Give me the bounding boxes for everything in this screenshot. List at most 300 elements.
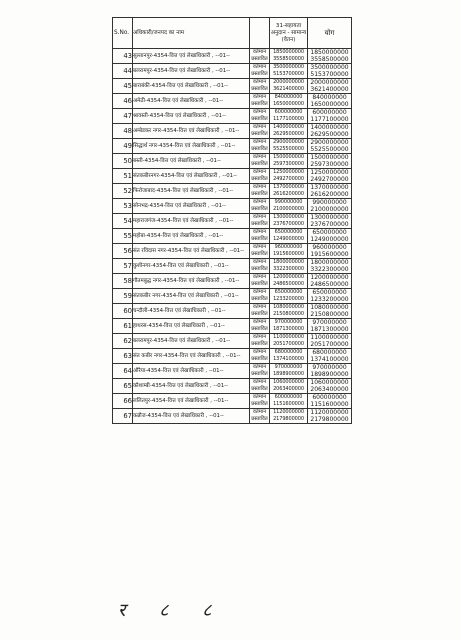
- proposed-label: प्रस्तावित: [251, 266, 268, 272]
- proposed-amount: 2486500000: [273, 281, 304, 287]
- current-label: वर्तमान: [252, 349, 267, 355]
- current-label: वर्तमान: [252, 154, 267, 160]
- proposed-amount: 5525500000: [273, 146, 304, 152]
- proposed-label: प्रस्तावित: [251, 251, 268, 257]
- table-row: [113, 394, 352, 409]
- current-amount: 1100000000: [273, 334, 304, 340]
- total-proposed: 5153700000: [310, 71, 349, 78]
- total-amounts: [308, 394, 352, 409]
- table-row: [113, 124, 352, 139]
- total-amounts: [308, 109, 352, 124]
- proposed-label: प्रस्तावित: [251, 386, 268, 392]
- table-row: [113, 214, 352, 229]
- total-proposed: 3322300000: [310, 266, 349, 273]
- proposed-label: प्रस्तावित: [251, 296, 268, 302]
- officer-name: औरैया-4354-वित्त एवं लेखाधिकारी , --01--: [133, 364, 250, 379]
- current-amount: 600000000: [274, 109, 303, 115]
- current-amount: 1120000000: [273, 409, 304, 415]
- officer-name: संत रविदास नगर-4354-वित्त एवं लेखाधिकारी , --01--: [133, 244, 250, 259]
- row-type-labels: [250, 94, 270, 109]
- current-amount: 2000000000: [273, 79, 304, 85]
- current-amount: 990000000: [274, 199, 303, 205]
- table-row: [113, 139, 352, 154]
- total-current: 1060000000: [310, 379, 349, 386]
- table-row: [113, 364, 352, 379]
- current-amount: 1080000000: [273, 304, 304, 310]
- total-amounts: [308, 274, 352, 289]
- grant-amounts: [270, 184, 308, 199]
- total-proposed: 5525500000: [310, 146, 349, 153]
- serial-number: 64: [113, 364, 133, 379]
- table-header-row: [113, 18, 352, 49]
- officer-name: संत कबीर नगर-4354-वित्त एवं लेखाधिकारी , --01--: [133, 349, 250, 364]
- total-current: 970000000: [312, 364, 347, 371]
- total-current: 3500000000: [310, 64, 349, 71]
- total-amounts: [308, 64, 352, 79]
- table-row: [113, 244, 352, 259]
- total-amounts: [308, 349, 352, 364]
- proposed-label: प्रस्तावित: [251, 191, 268, 197]
- total-current: 600000000: [312, 109, 347, 116]
- proposed-amount: 1177100000: [273, 116, 304, 122]
- serial-number: 54: [113, 214, 133, 229]
- total-amounts: [308, 244, 352, 259]
- current-amount: 1850000000: [273, 49, 304, 55]
- row-type-labels: [250, 409, 270, 424]
- proposed-label: प्रस्तावित: [251, 86, 268, 92]
- total-proposed: 2100000000: [310, 206, 349, 213]
- total-proposed: 2150800000: [310, 311, 349, 318]
- grant-amounts: [270, 229, 308, 244]
- total-current: 1300000000: [310, 214, 349, 221]
- total-amounts: [308, 304, 352, 319]
- proposed-label: प्रस्तावित: [251, 356, 268, 362]
- current-label: वर्तमान: [252, 214, 267, 220]
- grant-amounts: [270, 349, 308, 364]
- current-label: वर्तमान: [252, 379, 267, 385]
- serial-number: 52: [113, 184, 133, 199]
- current-amount: 1370000000: [273, 184, 304, 190]
- current-label: वर्तमान: [252, 394, 267, 400]
- table-row: [113, 184, 352, 199]
- officer-name: ललितपुर-4354-वित्त एवं लेखाधिकारी , --01--: [133, 394, 250, 409]
- total-amounts: [308, 169, 352, 184]
- proposed-label: प्रस्तावित: [251, 221, 268, 227]
- table-row: [113, 304, 352, 319]
- serial-number: 45: [113, 79, 133, 94]
- total-amounts: [308, 364, 352, 379]
- proposed-amount: 2063400000: [273, 386, 304, 392]
- serial-number: 56: [113, 244, 133, 259]
- proposed-amount: 2376700000: [273, 221, 304, 227]
- row-type-labels: [250, 154, 270, 169]
- table-row: [113, 229, 352, 244]
- current-label: वर्तमान: [252, 334, 267, 340]
- grant-amounts: [270, 109, 308, 124]
- officer-name: बलरामपुर-4354-वित्त एवं लेखाधिकारी , --01--: [133, 334, 250, 349]
- row-type-labels: [250, 379, 270, 394]
- table-body: [113, 49, 352, 424]
- table-row: [113, 199, 352, 214]
- total-current: 600000000: [312, 394, 347, 401]
- type-header: [250, 18, 270, 49]
- grant-amounts: [270, 79, 308, 94]
- row-type-labels: [250, 184, 270, 199]
- table-row: [113, 289, 352, 304]
- total-current: 1500000000: [310, 154, 349, 161]
- total-proposed: 1151600000: [310, 401, 349, 408]
- total-proposed: 2616200000: [310, 191, 349, 198]
- grant-amounts: [270, 49, 308, 64]
- table-row: [113, 94, 352, 109]
- proposed-label: प्रस्तावित: [251, 56, 268, 62]
- total-proposed: 1915600000: [310, 251, 349, 258]
- officer-name-header: अधिकारी/जनपद का नाम: [133, 18, 250, 49]
- row-type-labels: [250, 229, 270, 244]
- serial-number: 62: [113, 334, 133, 349]
- serial-number: 60: [113, 304, 133, 319]
- total-proposed: 2179800000: [310, 416, 349, 423]
- total-current: 840000000: [312, 94, 347, 101]
- proposed-label: प्रस्तावित: [251, 131, 268, 137]
- officer-name: फिरोजाबाद-4354-वित्त एवं लेखाधिकारी , --01--: [133, 184, 250, 199]
- current-label: वर्तमान: [252, 304, 267, 310]
- table-row: [113, 409, 352, 424]
- current-amount: 2900000000: [273, 139, 304, 145]
- officer-name: बस्ती-4354-वित्त एवं लेखाधिकारी , --01--: [133, 154, 250, 169]
- proposed-amount: 2179800000: [273, 416, 304, 422]
- current-amount: 600000000: [274, 394, 303, 400]
- current-amount: 650000000: [274, 289, 303, 295]
- total-amounts: [308, 229, 352, 244]
- grant-amounts: [270, 199, 308, 214]
- grant-amounts: [270, 274, 308, 289]
- row-type-labels: [250, 319, 270, 334]
- total-header: योग: [308, 18, 352, 49]
- serial-number: 55: [113, 229, 133, 244]
- row-type-labels: [250, 244, 270, 259]
- row-type-labels: [250, 394, 270, 409]
- total-current: 1100000000: [310, 334, 349, 341]
- row-type-labels: [250, 259, 270, 274]
- total-proposed: 1374100000: [310, 356, 349, 363]
- total-proposed: 2051700000: [310, 341, 349, 348]
- table-row: [113, 379, 352, 394]
- current-amount: 3500000000: [273, 64, 304, 70]
- officer-name: संतकबीर नगर-4354-वित्त एवं लेखाधिकारी , --01--: [133, 289, 250, 304]
- proposed-amount: 2629500000: [273, 131, 304, 137]
- grant-amounts: [270, 364, 308, 379]
- row-type-labels: [250, 49, 270, 64]
- total-amounts: [308, 199, 352, 214]
- grant-amounts: [270, 259, 308, 274]
- total-proposed: 2629500000: [310, 131, 349, 138]
- row-type-labels: [250, 334, 270, 349]
- current-amount: 970000000: [274, 364, 303, 370]
- total-proposed: 2063400000: [310, 386, 349, 393]
- table-row: [113, 334, 352, 349]
- proposed-label: प्रस्तावित: [251, 326, 268, 332]
- proposed-label: प्रस्तावित: [251, 161, 268, 167]
- current-label: वर्तमान: [252, 169, 267, 175]
- serial-number: 57: [113, 259, 133, 274]
- total-current: 1080000000: [310, 304, 349, 311]
- current-label: वर्तमान: [252, 94, 267, 100]
- proposed-amount: 1871300000: [273, 326, 304, 332]
- row-type-labels: [250, 289, 270, 304]
- proposed-amount: 1249000000: [273, 236, 304, 242]
- row-type-labels: [250, 169, 270, 184]
- current-label: वर्तमान: [252, 64, 267, 70]
- proposed-label: प्रस्तावित: [251, 146, 268, 152]
- officer-name: अमेठी-4354-वित्त एवं लेखाधिकारी , --01--: [133, 94, 250, 109]
- current-amount: 970000000: [274, 319, 303, 325]
- total-proposed: 2492700000: [310, 176, 349, 183]
- proposed-amount: 1915600000: [273, 251, 304, 257]
- officer-name: कौशाम्बी-4354-वित्त एवं लेखाधिकारी , --01--: [133, 379, 250, 394]
- proposed-label: प्रस्तावित: [251, 101, 268, 107]
- serial-number: 65: [113, 379, 133, 394]
- total-current: 1120000000: [310, 409, 349, 416]
- proposed-label: प्रस्तावित: [251, 311, 268, 317]
- current-label: वर्तमान: [252, 259, 267, 265]
- officer-name: अम्बेडकर नगर-4354-वित्त एवं लेखाधिकारी , --01--: [133, 124, 250, 139]
- proposed-amount: 2150800000: [273, 311, 304, 317]
- proposed-label: प्रस्तावित: [251, 281, 268, 287]
- row-type-labels: [250, 124, 270, 139]
- serial-number: 63: [113, 349, 133, 364]
- current-amount: 840000000: [274, 94, 303, 100]
- proposed-label: प्रस्तावित: [251, 176, 268, 182]
- current-label: वर्तमान: [252, 319, 267, 325]
- total-amounts: [308, 154, 352, 169]
- total-current: 1850000000: [310, 49, 349, 56]
- total-current: 650000000: [312, 289, 347, 296]
- total-proposed: 1177100000: [310, 116, 349, 123]
- handwritten-signature: [118, 598, 226, 622]
- total-current: 1400000000: [310, 124, 349, 131]
- serial-number: 61: [113, 319, 133, 334]
- total-current: 680000000: [312, 349, 347, 356]
- current-label: वर्तमान: [252, 364, 267, 370]
- current-label: वर्तमान: [252, 199, 267, 205]
- table-row: [113, 259, 352, 274]
- proposed-amount: 1151600000: [273, 401, 304, 407]
- table-row: [113, 349, 352, 364]
- table-row: [113, 109, 352, 124]
- current-label: वर्तमान: [252, 184, 267, 190]
- officer-name: सिद्धार्थ नगर-4354-वित्त एवं लेखाधिकारी , --01--: [133, 139, 250, 154]
- current-label: वर्तमान: [252, 49, 267, 55]
- total-amounts: [308, 334, 352, 349]
- current-amount: 1200000000: [273, 274, 304, 280]
- proposed-amount: 5153700000: [273, 71, 304, 77]
- total-proposed: 1233200000: [310, 296, 349, 303]
- total-proposed: 3621400000: [310, 86, 349, 93]
- grant-amounts: [270, 154, 308, 169]
- proposed-label: प्रस्तावित: [251, 371, 268, 377]
- total-current: 990000000: [312, 199, 347, 206]
- serial-number: 43: [113, 49, 133, 64]
- row-type-labels: [250, 64, 270, 79]
- table-row: [113, 64, 352, 79]
- total-proposed: 3558500000: [310, 56, 349, 63]
- current-amount: 960000000: [274, 244, 303, 250]
- budget-table: [112, 17, 352, 424]
- grant-amounts: [270, 139, 308, 154]
- serial-number: 49: [113, 139, 133, 154]
- serial-number: 50: [113, 154, 133, 169]
- current-label: वर्तमान: [252, 409, 267, 415]
- table-row: [113, 319, 352, 334]
- serial-number: 48: [113, 124, 133, 139]
- row-type-labels: [250, 274, 270, 289]
- total-current: 1200000000: [310, 274, 349, 281]
- total-proposed: 1650000000: [310, 101, 349, 108]
- total-amounts: [308, 124, 352, 139]
- grant-amounts: [270, 214, 308, 229]
- serial-number: 47: [113, 109, 133, 124]
- total-amounts: [308, 409, 352, 424]
- current-label: वर्तमान: [252, 124, 267, 130]
- officer-name: चन्दौली-4354-वित्त एवं लेखाधिकारी , --01--: [133, 304, 250, 319]
- current-label: वर्तमान: [252, 244, 267, 250]
- total-amounts: [308, 49, 352, 64]
- grant-amounts: [270, 304, 308, 319]
- serial-number: 59: [113, 289, 133, 304]
- current-label: वर्तमान: [252, 79, 267, 85]
- current-label: वर्तमान: [252, 289, 267, 295]
- total-current: 1370000000: [310, 184, 349, 191]
- total-amounts: [308, 139, 352, 154]
- total-amounts: [308, 214, 352, 229]
- officer-name: कन्नौज-4354-वित्त एवं लेखाधिकारी , --01--: [133, 409, 250, 424]
- serial-number: 67: [113, 409, 133, 424]
- officer-name: महोबा-4354-वित्त एवं लेखाधिकारी , --01--: [133, 229, 250, 244]
- grant-amounts: [270, 319, 308, 334]
- table-row: [113, 49, 352, 64]
- proposed-amount: 3558500000: [273, 56, 304, 62]
- proposed-label: प्रस्तावित: [251, 206, 268, 212]
- proposed-amount: 2492700000: [273, 176, 304, 182]
- proposed-amount: 3621400000: [273, 86, 304, 92]
- proposed-amount: 2051700000: [273, 341, 304, 347]
- row-type-labels: [250, 349, 270, 364]
- serial-number: 46: [113, 94, 133, 109]
- proposed-amount: 1898900000: [273, 371, 304, 377]
- total-amounts: [308, 259, 352, 274]
- officer-name: हाथरस-4354-वित्त एवं लेखाधिकारी , --01--: [133, 319, 250, 334]
- grant-amounts: [270, 394, 308, 409]
- current-amount: 1250000000: [273, 169, 304, 175]
- row-type-labels: [250, 139, 270, 154]
- officer-name: सुल्तानपुर-4354-वित्त एवं लेखाधिकारी , --01--: [133, 49, 250, 64]
- total-proposed: 1249000000: [310, 236, 349, 243]
- proposed-amount: 3322300000: [273, 266, 304, 272]
- current-amount: 1800000000: [273, 259, 304, 265]
- table-row: [113, 169, 352, 184]
- current-amount: 650000000: [274, 229, 303, 235]
- grant-amounts: [270, 244, 308, 259]
- current-amount: 680000000: [274, 349, 303, 355]
- proposed-amount: 1233200000: [273, 296, 304, 302]
- serial-header: S.No.: [113, 18, 133, 49]
- total-current: 2000000000: [310, 79, 349, 86]
- total-amounts: [308, 94, 352, 109]
- proposed-label: प्रस्तावित: [251, 236, 268, 242]
- total-proposed: 1871300000: [310, 326, 349, 333]
- total-amounts: [308, 184, 352, 199]
- proposed-label: प्रस्तावित: [251, 341, 268, 347]
- proposed-amount: 1650000000: [273, 101, 304, 107]
- total-proposed: 1898900000: [310, 371, 349, 378]
- total-current: 960000000: [312, 244, 347, 251]
- current-label: वर्तमान: [252, 109, 267, 115]
- current-label: वर्तमान: [252, 229, 267, 235]
- table-row: [113, 274, 352, 289]
- proposed-amount: 2597300000: [273, 161, 304, 167]
- officer-name: गौतमबुद्ध नगर-4354-वित्त एवं लेखाधिकारी , --01--: [133, 274, 250, 289]
- table-row: [113, 154, 352, 169]
- grant-amounts: [270, 334, 308, 349]
- total-amounts: [308, 289, 352, 304]
- row-type-labels: [250, 109, 270, 124]
- current-amount: 1060000000: [273, 379, 304, 385]
- table-row: [113, 79, 352, 94]
- total-amounts: [308, 319, 352, 334]
- current-label: वर्तमान: [252, 139, 267, 145]
- total-amounts: [308, 379, 352, 394]
- grant-amounts: [270, 379, 308, 394]
- grant-amounts: [270, 409, 308, 424]
- total-amounts: [308, 79, 352, 94]
- serial-number: 66: [113, 394, 133, 409]
- grant-amounts: [270, 289, 308, 304]
- officer-name: कुशीनगर-4354-वित्त एवं लेखाधिकारी , --01--: [133, 259, 250, 274]
- total-current: 1250000000: [310, 169, 349, 176]
- proposed-label: प्रस्तावित: [251, 416, 268, 422]
- row-type-labels: [250, 79, 270, 94]
- officer-name: सोनभद्र-4354-वित्त एवं लेखाधिकारी , --01--: [133, 199, 250, 214]
- total-proposed: 2597300000: [310, 161, 349, 168]
- serial-number: 51: [113, 169, 133, 184]
- current-label: वर्तमान: [252, 274, 267, 280]
- current-amount: 1300000000: [273, 214, 304, 220]
- officer-name: श्रावस्ती-4354-वित्त एवं लेखाधिकारी , --01--: [133, 109, 250, 124]
- total-proposed: 2486500000: [310, 281, 349, 288]
- total-proposed: 2376700000: [310, 221, 349, 228]
- serial-number: 58: [113, 274, 133, 289]
- grant-amounts: [270, 64, 308, 79]
- total-current: 1800000000: [310, 259, 349, 266]
- grant-amounts: [270, 169, 308, 184]
- total-current: 2900000000: [310, 139, 349, 146]
- current-amount: 1500000000: [273, 154, 304, 160]
- grant-amounts: [270, 94, 308, 109]
- grant-amounts: [270, 124, 308, 139]
- total-current: 970000000: [312, 319, 347, 326]
- serial-number: 53: [113, 199, 133, 214]
- proposed-label: प्रस्तावित: [251, 116, 268, 122]
- officer-name: बलरामपुर-4354-वित्त एवं लेखाधिकारी , --01--: [133, 64, 250, 79]
- proposed-label: प्रस्तावित: [251, 401, 268, 407]
- proposed-amount: 1374100000: [273, 356, 304, 362]
- row-type-labels: [250, 199, 270, 214]
- row-type-labels: [250, 304, 270, 319]
- serial-number: 44: [113, 64, 133, 79]
- officer-name: संतकबीरनगर-4354-वित्त एवं लेखाधिकारी , --01--: [133, 169, 250, 184]
- row-type-labels: [250, 214, 270, 229]
